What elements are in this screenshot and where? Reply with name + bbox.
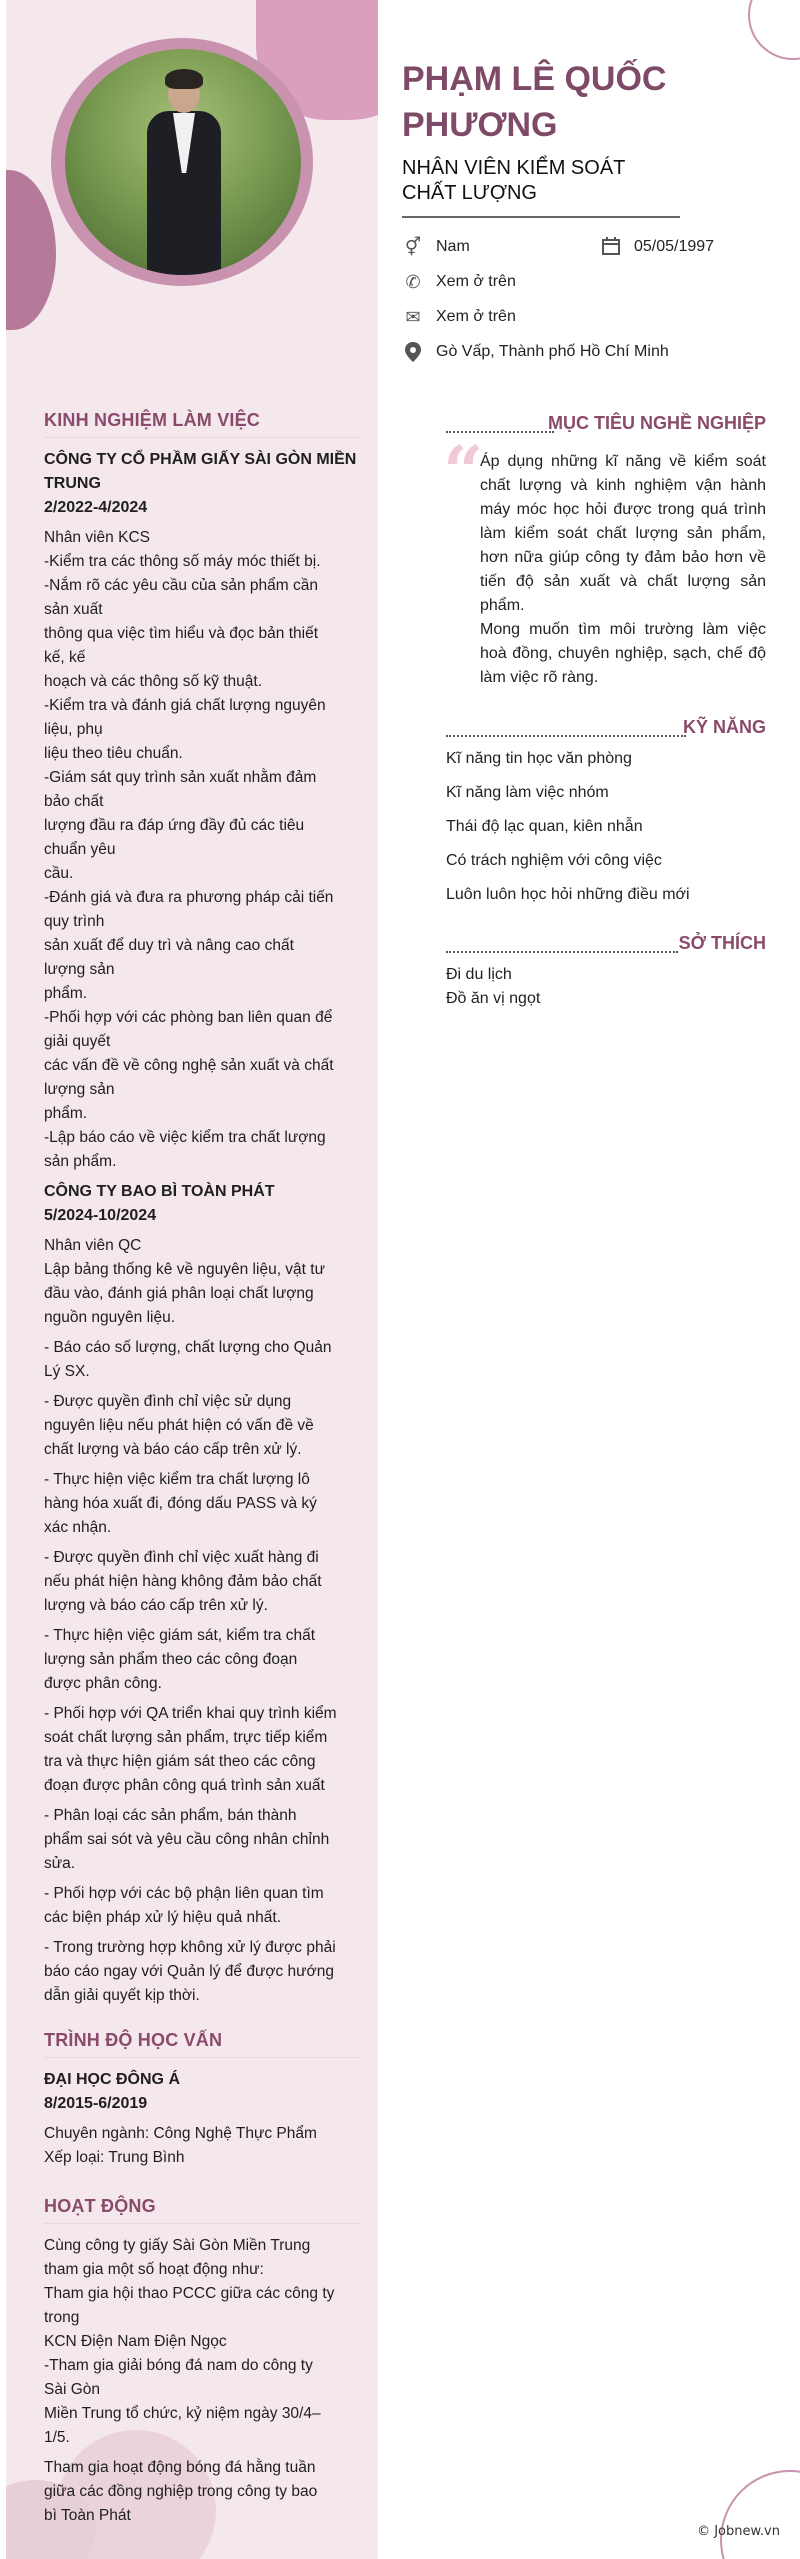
activities-section — [44, 2196, 360, 2528]
text-line: xác nhận. — [44, 1519, 112, 1536]
text-line: - Phối hợp với các bộ phận liên quan tìm — [44, 1885, 324, 1902]
text-line: lượng sản phẩm theo các công đoạn — [44, 1651, 298, 1668]
text-line: được phân công. — [44, 1675, 162, 1692]
quote-icon: “ — [443, 430, 484, 513]
text-line: sản xuất — [44, 601, 103, 618]
section-title: HOẠT ĐỘNG — [44, 2196, 360, 2224]
text-line: Miền Trung tổ chức, kỷ niệm ngày 30/4– — [44, 2405, 321, 2422]
activities-text — [44, 2234, 360, 2450]
education-period: 8/2015-6/2019 — [44, 2095, 148, 2112]
left-sidebar — [6, 0, 378, 2559]
text-line: - Phân loại các sản phẩm, bán thành — [44, 1807, 297, 1824]
paragraph — [44, 1336, 360, 1384]
text-line: hàng hóa xuất đi, đóng dấu PASS và ký — [44, 1495, 317, 1512]
text-line: dẫn giải quyết kịp thời. — [44, 1987, 200, 2004]
paragraph — [44, 1546, 360, 1618]
objective-text: Áp dụng những kĩ năng về kiểm soát chất lượng và kinh nghiệm vận hành máy móc học hỏi được trong quá trình làm kiểm soát chất lượng sản phẩm, hơn nữa giúp công ty đảm bảo hơn về tiến độ sản xuất và chất lượng sản phẩm. Mong muốn tìm môi trường làm việc hoà đồng, chuyên nghiệp, sạch, chế độ làm việc rõ ràng. — [480, 453, 766, 686]
text-line: lượng đầu ra đáp ứng đầy đủ các tiêu — [44, 817, 305, 834]
experience-section — [44, 410, 360, 2014]
text-line: sửa. — [44, 1855, 76, 1872]
skill-item: Kĩ năng làm việc nhóm — [446, 784, 609, 801]
text-line: Tham gia hoạt động bóng đá hằng tuần — [44, 2459, 316, 2476]
text-line: sản xuất để duy trì và nâng cao chất — [44, 937, 294, 954]
text-line: - Thực hiện việc giám sát, kiểm tra chất — [44, 1627, 316, 1644]
text-line: -Lập báo cáo về việc kiểm tra chất lượng — [44, 1129, 326, 1146]
job-period: 2/2022-4/2024 — [44, 499, 148, 516]
skills-heading: KỸ NĂNG — [446, 717, 766, 741]
divider — [402, 216, 680, 218]
text-line: giải quyết — [44, 1033, 111, 1050]
text-line: phẩm. — [44, 985, 88, 1002]
job-period: 5/2024-10/2024 — [44, 1207, 157, 1224]
text-line: nguồn nguyên liệu. — [44, 1309, 176, 1326]
skill-item: Luôn luôn học hỏi những điều mới — [446, 886, 690, 903]
activities-text — [44, 2456, 360, 2528]
education-major: Chuyên ngành: Công Nghệ Thực Phẩm — [44, 2125, 317, 2142]
candidate-role: NHÂN VIÊN KIỂM SOÁT CHẤT LƯỢNG — [402, 157, 626, 204]
footer-brand: © Jobnew.vn — [697, 2524, 780, 2539]
text-line: Cùng công ty giấy Sài Gòn Miền Trung — [44, 2237, 311, 2254]
text-line: chất lượng và báo cáo cấp trên xử lý. — [44, 1441, 302, 1458]
text-line: tra và thực hiện giám sát theo các công — [44, 1753, 316, 1770]
text-line: Sài Gòn — [44, 2381, 101, 2398]
text-line: bảo chất — [44, 793, 104, 810]
paragraph — [44, 1468, 360, 1540]
job-description — [44, 1234, 360, 2008]
text-line: nếu phát hiện hàng không đảm bảo chất — [44, 1573, 322, 1590]
text-line: liệu, phụ — [44, 721, 103, 738]
section-title: TRÌNH ĐỘ HỌC VẤN — [44, 2030, 360, 2058]
decor-blob — [6, 170, 56, 330]
text-line: -Kiểm tra và đánh giá chất lượng nguyên — [44, 697, 326, 714]
text-line: - Trong trường hợp không xử lý được phải — [44, 1939, 336, 1956]
mail-icon: ✉ — [405, 307, 421, 327]
hobby-item: Đồ ăn vị ngọt — [446, 990, 541, 1007]
paragraph — [44, 1804, 360, 1876]
text-line: giữa các đồng nghiệp trong công ty bao — [44, 2483, 318, 2500]
text-line: KCN Điện Nam Điện Ngọc — [44, 2333, 227, 2350]
text-line: - Phối hợp với QA triển khai quy trình kiểm — [44, 1705, 337, 1722]
paragraph — [44, 1882, 360, 1930]
calendar-icon — [600, 236, 622, 258]
text-line: các vấn đề về công nghệ sản xuất và chất — [44, 1057, 334, 1074]
text-line: Nhân viên QC — [44, 1237, 142, 1254]
text-line: lượng sản — [44, 1081, 115, 1098]
text-line: -Phối hợp với các phòng ban liên quan để — [44, 1009, 333, 1026]
objective-heading: MỤC TIÊU NGHỀ NGHIỆP — [446, 413, 766, 437]
text-line: các biện pháp xử lý hiệu quả nhất. — [44, 1909, 282, 1926]
text-line: Tham gia hội thao PCCC giữa các công ty — [44, 2285, 335, 2302]
gender-icon: ⚥ — [404, 237, 422, 257]
text-line: quy trình — [44, 913, 105, 930]
decor-curve — [720, 2470, 800, 2559]
paragraph — [44, 1936, 360, 2008]
paragraph — [44, 1702, 360, 1798]
skill-item: Kĩ năng tin học văn phòng — [446, 750, 632, 767]
company-name: CÔNG TY CỔ PHẦM GIẤY SÀI GÒN MIỀN TRUNG — [44, 451, 357, 492]
text-line: 1/5. — [44, 2429, 70, 2446]
text-line: kế, kế — [44, 649, 86, 666]
text-line: sản phẩm. — [44, 1153, 117, 1170]
text-line: - Được quyền đình chỉ việc xuất hàng đi — [44, 1549, 319, 1566]
text-line: trong — [44, 2309, 80, 2326]
text-line: lượng và báo cáo cấp trên xử lý. — [44, 1597, 268, 1614]
text-line: -Nắm rõ các yêu cầu của sản phẩm cần — [44, 577, 318, 594]
text-line: thông qua việc tìm hiểu và đọc bản thiết — [44, 625, 319, 642]
company-name: CÔNG TY BAO BÌ TOÀN PHÁT — [44, 1183, 275, 1200]
text-line: phẩm sai sót và yêu cầu công nhân chỉnh — [44, 1831, 330, 1848]
text-line: - Được quyền đình chỉ việc sử dụng — [44, 1393, 292, 1410]
text-line: chuẩn yêu — [44, 841, 116, 858]
education-rank: Xếp loại: Trung Bình — [44, 2149, 185, 2166]
candidate-name: PHẠM LÊ QUỐC PHƯƠNG — [402, 60, 667, 144]
avatar — [65, 49, 301, 275]
text-line: báo cáo ngay với Quản lý để được hướng — [44, 1963, 334, 1980]
text-line: soát chất lượng sản phẩm, trực tiếp kiểm — [44, 1729, 328, 1746]
text-line: cầu. — [44, 865, 74, 882]
paragraph — [44, 1390, 360, 1462]
text-line: Lý SX. — [44, 1363, 90, 1380]
paragraph — [44, 1624, 360, 1696]
cv-page: KINH NGHIỆM LÀM VIỆC CÔNG TY CỔ PHẦM GIẤY SÀI GÒN MIỀN TRUNG 2/2022-4/2024 Nhân viên KCS -Kiểm tra các thông số máy móc thiết bị. -Nắm rõ các yêu cầu của sản phẩm cần sản xuất thông qua việc tìm hiểu và đọc bản thiết kế, kế hoạch và các thông số kỹ thuật. -Kiểm tra và đánh giá chất lượng nguyên liệu, phụ liệu theo tiêu chuẩn. -Giám sát quy trình sản xuất nhằm đảm bảo chất lượng đầu ra đáp ứng đầy đủ các tiêu chuẩn yêu cầu. -Đánh giá và đưa ra phương pháp cải tiến quy trình sản xuất để duy trì và nâng cao chất lượng sản phẩm. -Phối hợp với các phòng ban liên quan để giải quyết các vấn đề về công nghệ sản xuất và chất lượng sản phẩm. -Lập báo cáo về việc kiểm tra chất lượng sản phẩm. CÔNG TY BAO BÌ TOÀN PHÁT 5/2024-10/2024 Nhân viên QC Lập bảng thống kê về nguyên liệu, vật tư đầu vào, đánh giá phân loại chất lượng nguồn nguyên liệu. - Báo cáo số lượng, chất lượng cho Quản Lý SX. - Được quyền đình chỉ việc sử dụng nguyên liệu nếu phát hiện có vấn đề về chất lượng và báo cáo cấp trên xử lý. - Thực hiện việc kiểm tra chất lượng lô hàng hóa xuất đi, đóng dấu PASS và ký xác nhận. - Được quyền đình chỉ việc xuất hàng đi nếu phát hiện hàng không đảm bảo chất lượng và báo cáo cấp trên xử lý. - Thực hiện việc giám sát, kiểm tra chất lượng sản phẩm theo các công đoạn được phân công. - Phối hợp với QA triển khai quy trình kiểm soát chất lượng sản phẩm, trực tiếp kiểm tra và thực hiện giám sát theo các công đoạn được phân công quá trình sản xuất - Phân loại các sản phẩm, bán thành phẩm sai sót và yêu cầu công nhân chỉnh sửa. - Phối hợp với các bộ phận liên quan tìm các biện pháp xử lý hiệu quả nhất. - Trong trường hợp không xử lý được phải báo cáo ngay với Quản lý để được hướng dẫn giải quyết kịp thời. TRÌNH ĐỘ HỌC VẤN ĐẠI HỌC ĐÔNG Á 8/2015-6/2019 Chuyên ngành: Công Nghệ Thực Phẩm Xếp loại: Trung Bình HOẠT ĐỘNG Cùng công ty giấy Sài Gòn Miền Trung tham gia một số hoạt động như: Tham gia hội thao PCCC giữa các công ty trong KCN Điện Nam Điện Ngọc -Tham gia giải bóng đá nam do công ty Sài Gòn Miền Trung tổ chức, kỷ niệm ngày 30/4– 1/5. Tham gia hoạt động bóng đá hằng tuần giữa các đồng nghiệp trong công ty bao bì Toàn Phát PHẠM LÊ QUỐC PHƯƠNG NHÂN VIÊN KIỂM SOÁT CHẤT LƯỢNG ⚥ Nam 05/05/1997 ✆ Xem ở trên ✉ Xem ở trên Gò Vấp, Thành phố Hồ Chí Minh MỤC TIÊU NGHỀ NGHIỆP “ Áp dụng những kĩ năng về kiểm soát chất lượng và kinh nghiệm vận hành máy móc học hỏi được trong quá trình làm kiểm soát chất lượng sản phẩm, hơn nữa giúp công ty đảm bảo hơn về tiến độ sản xuất và chất lượng sản phẩm. Mong muốn tìm môi trường làm việc hoà đồng, chuyên nghiệp, sạch, chế độ làm việc rõ ràng. KỸ NĂNG Kĩ năng tin học văn phòng Kĩ năng làm việc nhóm Thái độ lạc quan, kiên nhẫn Có trách nghiệm với công việc Luôn luôn học hỏi những điều mới SỞ THÍCH Đi du lịch Đồ ăn vị ngọt © Jobnew.vn — [0, 0, 800, 2559]
section-title: KINH NGHIỆM LÀM VIỆC — [44, 410, 360, 438]
text-line: đầu vào, đánh giá phân loại chất lượng — [44, 1285, 314, 1302]
text-line: - Báo cáo số lượng, chất lượng cho Quản — [44, 1339, 332, 1356]
text-line: -Đánh giá và đưa ra phương pháp cải tiến — [44, 889, 334, 906]
paragraph — [44, 1234, 360, 1330]
text-line: -Giám sát quy trình sản xuất nhằm đảm — [44, 769, 317, 786]
text-line: Lập bảng thống kê về nguyên liệu, vật tư — [44, 1261, 325, 1278]
text-line: liệu theo tiêu chuẩn. — [44, 745, 183, 762]
hobbies-heading: SỞ THÍCH — [446, 933, 766, 957]
text-line: hoạch và các thông số kỹ thuật. — [44, 673, 262, 690]
text-line: bì Toàn Phát — [44, 2507, 131, 2524]
decor-curve — [748, 0, 800, 60]
text-line: đoạn được phân công quá trình sản xuất — [44, 1777, 325, 1794]
text-line: -Kiểm tra các thông số máy móc thiết bị. — [44, 553, 321, 570]
location-icon — [402, 341, 424, 363]
text-line: nguyên liệu nếu phát hiện có vấn đề về — [44, 1417, 314, 1434]
text-line: -Tham gia giải bóng đá nam do công ty — [44, 2357, 313, 2374]
text-line: phẩm. — [44, 1105, 88, 1122]
phone-icon: ✆ — [405, 272, 421, 292]
text-line: tham gia một số hoạt động như: — [44, 2261, 264, 2278]
text-line: lượng sản — [44, 961, 115, 978]
skill-item: Thái độ lạc quan, kiên nhẫn — [446, 818, 643, 835]
text-line: - Thực hiện việc kiểm tra chất lượng lô — [44, 1471, 310, 1488]
job-description — [44, 526, 360, 1174]
skill-item: Có trách nghiệm với công việc — [446, 852, 662, 869]
hobby-item: Đi du lịch — [446, 966, 512, 983]
school-name: ĐẠI HỌC ĐÔNG Á — [44, 2071, 180, 2088]
education-section — [44, 2030, 360, 2170]
text-line: Nhân viên KCS — [44, 529, 150, 546]
